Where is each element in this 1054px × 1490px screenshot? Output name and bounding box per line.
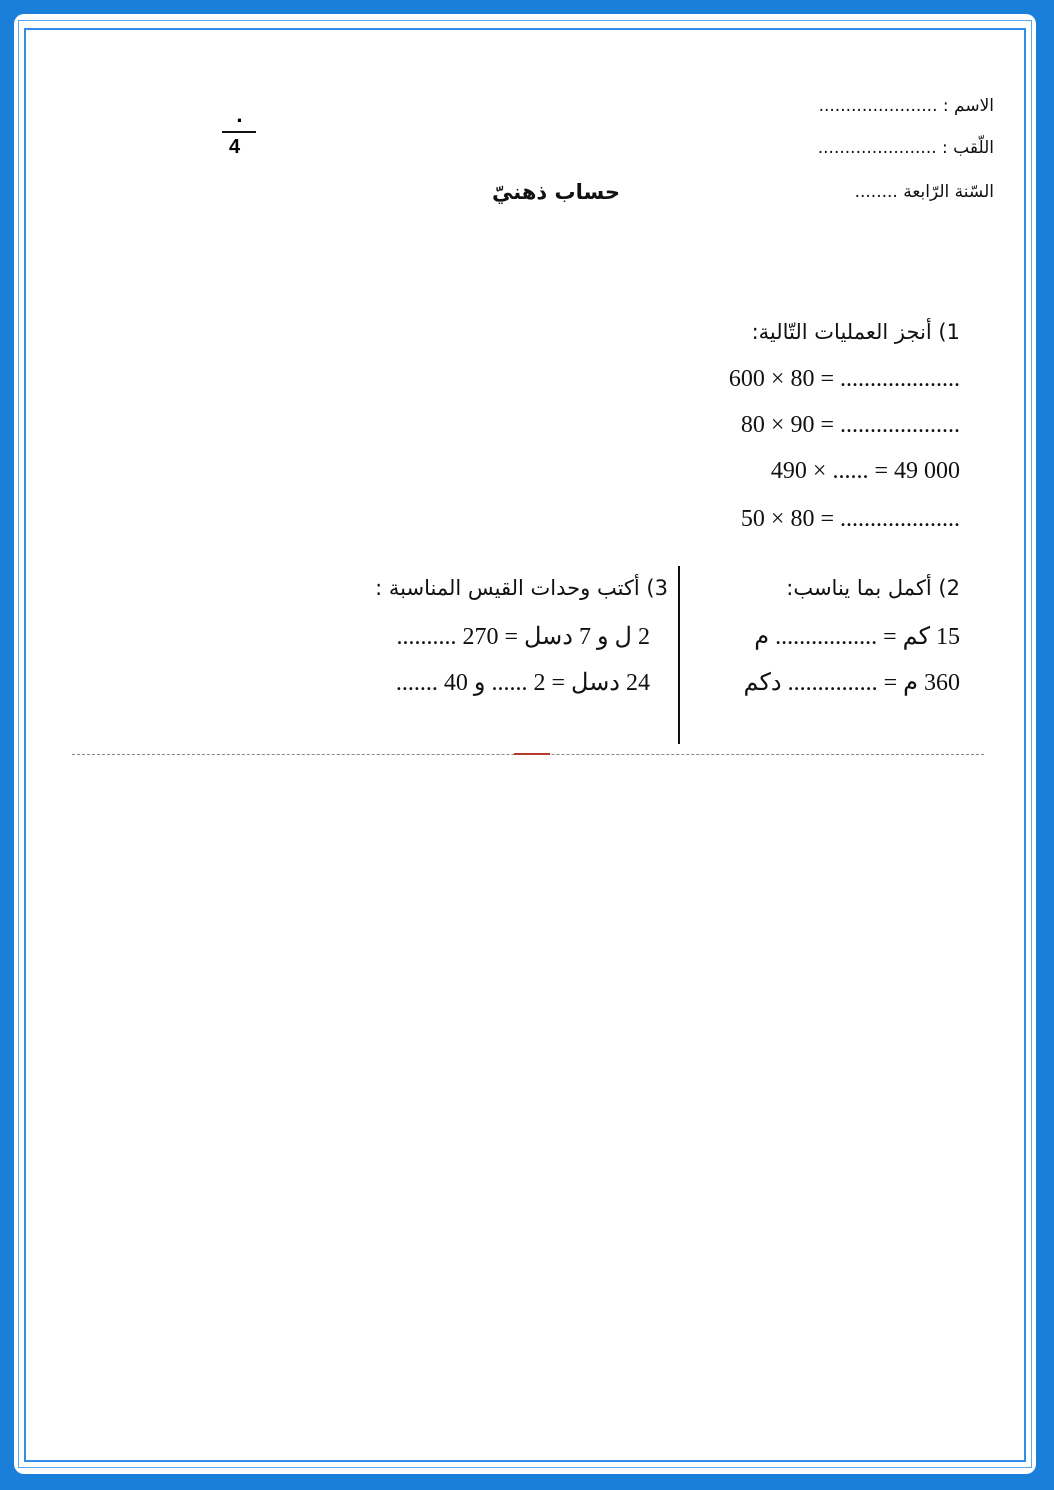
q2-title: 2) أكمل بما يناسب: — [786, 576, 960, 600]
q2-line-2: 360 م = ............... دكم — [743, 670, 960, 696]
score-fraction-bar — [222, 131, 256, 133]
score-denominator: 4 — [229, 136, 241, 158]
surname-field: اللّقب : ...................... — [817, 138, 994, 158]
q1-line-4: 50 × 80 = .................... — [740, 506, 960, 532]
grade-field: السّنة الرّابعة ........ — [854, 182, 994, 202]
q1-line-1: 600 × 80 = .................... — [728, 366, 960, 392]
q3-line-1: 2 ل و 7 دسل = 270 .......... — [396, 624, 650, 650]
q1-title: 1) أنجز العمليات التّالية: — [751, 320, 960, 344]
q1-line-2: 80 × 90 = .................... — [740, 412, 960, 438]
q3-line-2: 24 دسل = 2 ...... و 40 ....... — [395, 670, 650, 696]
worksheet-page — [14, 14, 1036, 1474]
score-numerator: . — [236, 106, 243, 127]
column-divider — [678, 566, 680, 744]
q3-title: 3) أكتب وحدات القيس المناسبة : — [375, 576, 668, 600]
separator-mark — [514, 753, 550, 755]
q1-line-3: 490 × ...... = 49 000 — [770, 458, 960, 484]
name-field: الاسم : ...................... — [818, 96, 994, 116]
page-title: حساب ذهنيّ — [492, 180, 620, 204]
page-border-inner — [24, 28, 1026, 1462]
q2-line-1: 15 كم = ................. م — [754, 624, 960, 650]
